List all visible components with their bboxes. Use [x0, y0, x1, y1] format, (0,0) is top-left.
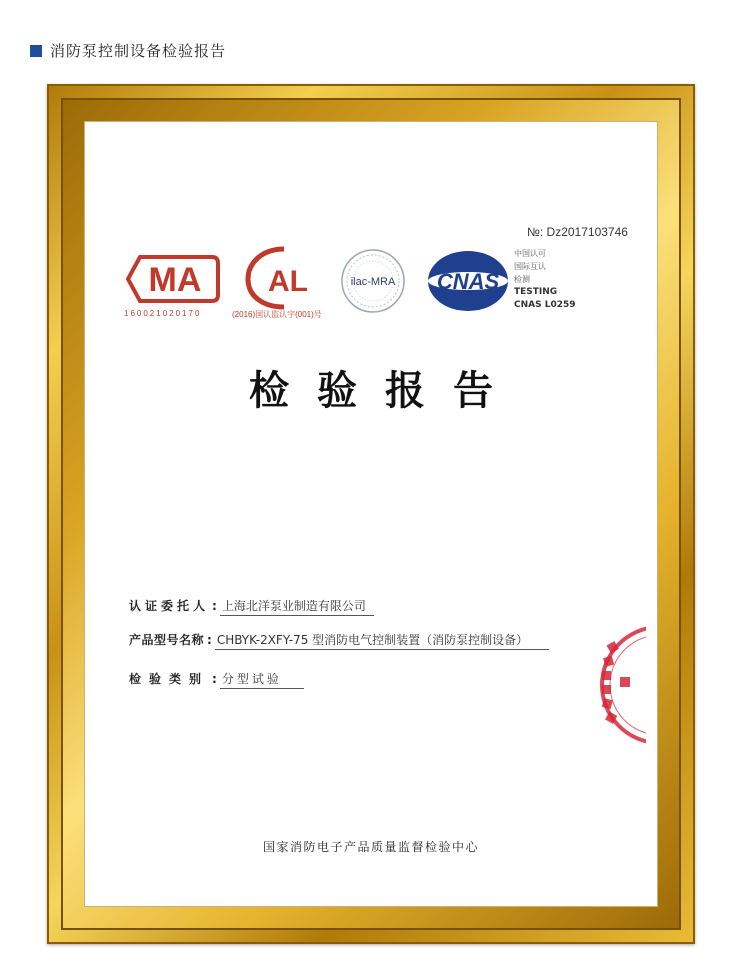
cma-logo — [122, 251, 224, 307]
certificate-paper — [84, 121, 658, 907]
gold-picture-frame — [47, 84, 695, 944]
cnas-text: CNAS — [436, 269, 500, 294]
issuing-authority: 国家消防电子产品质量监督检验中心 — [262, 840, 479, 854]
cnas-line-3: 检测 — [514, 275, 530, 284]
field-product-label: 产品型号名称 — [129, 633, 205, 647]
cal-logo — [244, 245, 324, 311]
certificate-number: №: Dz2017103746 — [527, 225, 628, 239]
page-title: 消防泵控制设备检验报告 — [50, 42, 227, 60]
cal-code: (2016)国认监认字(001)号 — [232, 310, 322, 319]
field-client: 认证委托人 : 上海北洋泵业制造有限公司 — [129, 597, 374, 616]
cma-letters: MA — [148, 261, 202, 299]
cma-code: 160021020170 — [124, 309, 202, 318]
cal-letters: AL — [268, 265, 308, 298]
field-product: 产品型号名称 : CHBYK-2XFY-75 型消防电气控制装置（消防泵控制设备） — [129, 631, 549, 650]
cnas-description — [514, 247, 576, 312]
cnas-line-2: 国际互认 — [514, 262, 546, 271]
cnas-line-4: TESTING — [514, 287, 558, 297]
field-test-type-value: 分型试验 — [220, 670, 304, 689]
cnas-logo — [426, 249, 510, 313]
field-test-type-label: 检验类别 — [129, 672, 210, 686]
report-title: 检验报告 — [249, 368, 521, 414]
official-seal — [590, 621, 646, 751]
field-product-value: CHBYK-2XFY-75 型消防电气控制装置（消防泵控制设备） — [215, 631, 549, 650]
field-test-type: 检验类别 : 分型试验 — [129, 670, 304, 689]
ilac-text: ilac-MRA — [350, 276, 396, 288]
cnas-line-5: CNAS L0259 — [514, 300, 576, 310]
page-heading — [30, 40, 226, 61]
field-client-value: 上海北洋泵业制造有限公司 — [220, 597, 374, 616]
field-client-label: 认证委托人 — [129, 599, 210, 613]
ilac-mra-logo — [339, 247, 407, 315]
cnas-line-1: 中国认可 — [514, 249, 546, 258]
heading-square-icon — [30, 45, 42, 57]
